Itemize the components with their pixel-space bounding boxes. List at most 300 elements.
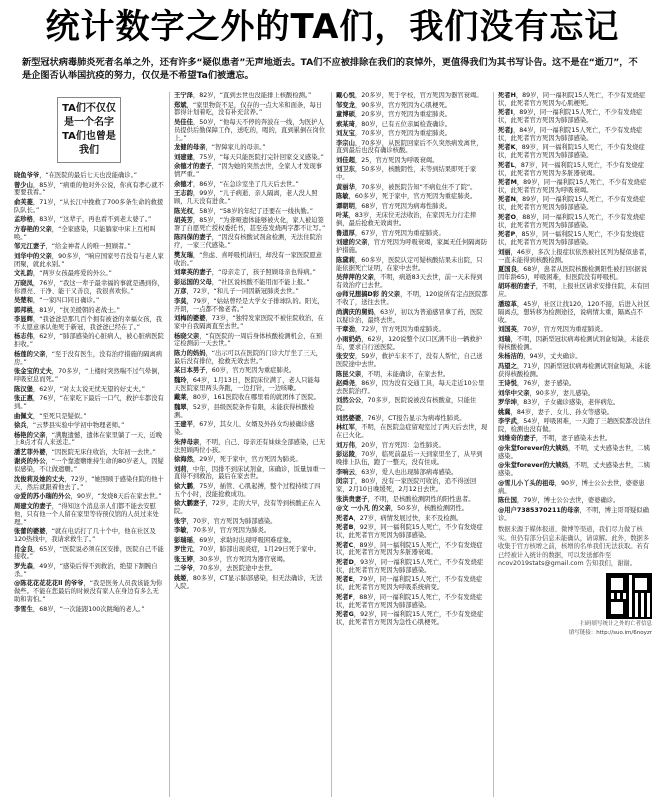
entry-text: ，58岁，“58岁的年纪了还要在一线执勤。” [192,207,314,215]
memorial-entry [336,212,488,228]
entry-text: ，70岁，肺部出现炎症，1月29日死于家中。 [192,546,320,554]
entry-name: 杨晓父亲 [174,332,200,340]
memorial-entry [336,157,488,165]
memorial-entry [336,92,488,100]
intro-box-line: 是一个名字 [63,117,114,128]
entry-name: 闵宗丁 [336,478,355,486]
memorial-entry [336,336,488,352]
qr-code-icon[interactable] [606,573,652,619]
entry-text: ，79岁，博士公公去世，婆婆确诊。 [516,497,620,505]
memorial-entry [498,326,652,334]
memorial-entry [174,518,326,526]
entry-text: ，70岁，官方死因为肺部感染。 [186,517,277,525]
entry-text: ，72岁，官方死因为重症肺炎。 [354,326,445,334]
entry-text: ，“我是医务人员我该能为你做些。不能在您最后的时候没有家人在身边有多么无助和害怕。” [14,580,163,604]
entry-text: ，84岁，同一福利院15人死亡，不少有发烧症状，此死者官方死因为肺部感染。 [498,126,643,142]
memorial-entry [498,109,652,125]
entry-text: ，80岁，已有五位亲属检查确诊。 [354,120,452,128]
memorial-entry [14,297,164,305]
entry-name: 吴萍萍的父亲 [336,274,374,282]
entry-text: ，“得知这个消息亲人们都不能去安慰他，只有他一个人留在家里等待预仪馆的人员过来处理。” [14,502,159,526]
entry-text: ，70岁，官方死因为重症肺炎。 [516,326,607,334]
entry-name: 死者D [336,558,354,566]
memorial-columns [14,92,654,797]
entry-name: 死者P [498,231,516,239]
memorial-entry [174,527,326,535]
entry-name: 赵舜尧 [336,380,355,388]
memorial-entry [498,162,652,178]
entry-text: ，64岁，1月13日，医院床位满了，老人只能每天医院家里两头奔跑，一边打针，一边咳嗽。 [174,376,320,392]
entry-text: ，49岁，“感染后得不到救治，绝望下割腕自杀。” [14,562,158,578]
entry-text: ，“至死只是疑似。” [32,412,87,420]
entry-name: 王志韵 [174,190,193,198]
entry-text: ，29岁，死于家中，官方死因为肺炎。 [192,456,302,463]
entry-name: 死者A [336,514,354,522]
entry-text: ，81岁，“抗美援朝的老战士。” [32,306,120,314]
entry-text: ，不明，在医院急症留观室过了两天后去世，现在已火化。 [336,424,488,440]
entry-text: ，“一个靠遗赡维持生命的80岁老人，因疑似感染，不让做遗赡。” [14,458,164,474]
memorial-entry [498,214,652,230]
entry-text: ，不明，上报社区请求安排住院，未有回应。 [498,283,650,299]
entry-name: 胡环根的妻子 [498,283,536,291]
entry-name: 张玉婷 [174,555,193,563]
entry-text: ，63岁，爱人也出现肺部病毒感染。 [354,468,458,476]
memorial-entry [336,184,488,192]
entry-name: 陈力的妈妈 [174,349,206,357]
memorial-entry [336,442,488,450]
entry-text: ，“云梦县实验中学初中物理老师。” [26,422,125,430]
entry-text: ，89岁，同一福利院15人死亡，不少有发烧症状，此死者官方死因为心肌梗死。 [498,92,646,107]
entry-name: 俞芙菱 [14,198,33,206]
memorial-entry [174,163,326,179]
memorial-entry [498,353,652,361]
entry-name: 刘梅的婆婆 [174,315,206,323]
entry-text: ，69岁，求助时出现呼吸困难症象。 [192,536,296,544]
memorial-entry [498,283,652,299]
memorial-entry [174,217,326,233]
memorial-entry [174,208,326,216]
entry-name: 死者N [498,196,516,204]
entry-name: 张宇 [174,517,187,525]
entry-name: 方春艳的父亲 [14,225,52,233]
entry-name: 曾少山 [14,181,33,189]
memorial-entry [336,424,488,440]
entry-text: ，“至于没有医生，没有治疗措施的隔离病房。” [14,350,163,366]
entry-text: ，20多岁，官方死因为重症肺炎。 [354,111,452,118]
memorial-entry [336,274,488,290]
entry-text: ，76岁，CT报告显示为病毒性肺炎。 [361,414,466,422]
entry-name: 陈汉堡 [14,385,33,393]
entry-text: ，76岁，“我这一辈子最幸福的事就是遇到你，你漂亮、干净、能干又善良，我很喜欢你。” [14,279,164,295]
entry-text: ，“在医院的最后七天也没能确诊。” [39,172,138,179]
memorial-entry [174,92,326,100]
memorial-entry [174,546,326,554]
entry-name: 张金宝的丈夫 [14,368,52,376]
entry-text: ，59岁，救护车来不了，没有人帮忙，自己送医院途中去世。 [336,353,483,369]
entry-text: ，20多岁，死于学校，官方死因为器官衰竭。 [354,92,483,99]
entry-name: 潘艺菲外婆 [14,448,46,456]
entry-name: 邹变龙 [336,101,355,109]
entry-name: 吴楚和 [14,297,33,305]
memorial-entry [498,480,652,496]
memorial-entry [174,483,326,499]
entry-name: 文礼韵 [14,270,33,278]
entry-name: @陈花花花花花ll 的爷爷 [14,580,84,588]
entry-name: 徐海然 [174,456,193,463]
entry-text: ，70多岁，被医院告知“不病危住不了院”。 [354,183,477,191]
entry-name: 死者E [336,576,353,584]
qr-link[interactable]: 填写链接：http://suo.im/6noyzr [568,629,652,636]
memorial-entry [174,279,326,287]
entry-name: 谭朝明 [336,202,355,210]
entry-text: ，60岁，官方死因为重症肺炎。 [205,367,296,375]
entry-name: 潘琼革 [498,300,517,308]
memorial-entry [498,462,652,478]
entry-name: 邹元江妻子 [14,243,46,251]
memorial-entry [14,199,164,215]
entry-name: 死者I [498,109,513,117]
entry-text: ，92岁，同一福利院15人死亡，不少有发烧症状，此死者官方死因为急性心肌梗死。 [336,611,484,627]
entry-text: ，99岁，“儿子病逝、亲人隔离，老人没人照顾，几天没有进食。” [174,190,318,206]
memorial-entry [498,363,652,379]
entry-text: ，89岁，同一福利院15人死亡，不少有发烧症状，此死者官方死因为肺部感染。 [498,109,643,125]
entry-text: ，85岁，“病重的他对外公说，你真有孝心就不要要我看。” [14,181,164,197]
entry-name: 张洪贵妻子 [336,495,368,503]
memorial-entry [498,409,652,417]
entry-text: ，80多岁，CT显示肺部感染，但无法确诊，无法入院。 [174,574,323,590]
entry-name: 小雨奶奶 [336,335,362,343]
memorial-entry [336,309,488,325]
entry-name: 陈昆父亲 [336,370,362,378]
entry-name: 李学武 [498,418,517,425]
entry-text: ，62岁，“肺部感染的心脏病人，被心脏病医院拒收。” [14,333,164,349]
entry-name: 刘章英的妻子 [174,269,212,277]
entry-text: ，不明，未能确诊，在家去世。 [361,370,450,378]
entry-name: 龙健的母亲 [174,144,206,152]
memorial-entry [498,92,652,108]
entry-text: ，“出示可以在医院的门诊大厅坐了三天，最后没有排位，抢救无效去世。” [174,349,323,365]
entry-name: 彭运国的父母 [174,278,212,286]
entry-text: ，68岁，官方死因为病毒性肺炎。 [354,202,452,210]
entry-text: ，45岁，社区让找120，120不接，后进入社区隔离点，想转移为检测途径，说病情太重，隔离点不收。 [498,300,650,324]
memorial-entry [336,111,488,119]
entry-name: 李显辉 [14,316,33,324]
entry-text: ，79岁，“姑姑曾经是大学女子排球队的。阳光，开朗，一点都不像老者。” [174,297,324,313]
entry-text: ，50多岁，核酸阴性，未等到结果即死于家中。 [336,166,477,182]
entry-text: ，67岁，其女儿、女婿及外孙女均被确诊感染。 [174,421,315,437]
memorial-entry [498,179,652,195]
entry-name: 刘莉 [174,465,187,473]
entry-name: 罗先森 [14,562,33,570]
memorial-entry [174,500,326,516]
entry-name: 周建文的妻子 [14,502,52,510]
memorial-entry [14,606,164,614]
entry-name: 刘建的父亲 [336,239,368,247]
entry-name: 死者M [498,179,517,187]
memorial-entry [174,466,326,482]
memorial-entry [14,182,164,198]
entry-text: ，85岁，“为聋哑遗体能够被火化，家人被迫签署了自愿死亡授权委托书，甚至连发烧两字都不让写。” [174,217,326,232]
page-subtitle: 新型冠状病毒肺炎死者名单之外，还有许多“疑似患者”无声地逝去。TA们不应被排除在我们的哀悼外，更值得我们为其书写讣告。这不是在“逝刀”，不是企图否认举国抗疫的努力，仅仅是不希望Ta们被遗忘。 [22,57,638,81]
entry-name: 杨志伟 [14,333,33,341]
memorial-entry [336,326,488,334]
memorial-entry [336,203,488,211]
entry-text: ，不明，丈夫感染去世，二姨感染。 [498,444,650,460]
column-divider [169,92,170,797]
entry-name: 王建平 [174,421,193,429]
memorial-entry [336,193,488,201]
memorial-entry [14,253,164,269]
entry-text: ，不明，120说所有定点医院都不收了，送往去世。 [336,291,488,307]
entry-text: ，89岁，同一福利院15人死亡，不少有发烧症状，此死者官方死因为肺部感染。 [498,144,645,160]
entry-name: 徐大鹏 [174,482,193,490]
entry-text: ，88岁，同一福利院15人死亡，不少有发烧症状，此死者官方死因为肺部感染。 [336,593,483,609]
entry-name: @用户7385370211的母亲 [498,506,580,514]
entry-name: 刘佳超 [336,156,355,164]
entry-name: 郭邦桃 [14,306,33,314]
memorial-entry [498,435,652,443]
entry-text: ，90岁，“发烧8天后在家去世。” [70,493,162,501]
entry-text: ，87岁，同一福利院15人死亡，不少有发烧症状，此死者官方死因为多脏器衰竭。 [498,161,644,177]
entry-text: ，70多岁，官方死因为肺炎。 [186,527,271,535]
memorial-entry [336,594,488,610]
entry-text: ，80岁，161医院收在哪里看的就团体了医院。 [186,394,320,402]
memorial-entry [336,291,488,307]
entry-text: ，76岁，妻子感染。 [516,380,576,387]
entry-text: ，“因为她的突然去世，全家人才发现事情严重。” [174,163,323,179]
entry-text: ，83岁，子女确诊感染，老伴病危。 [516,399,620,406]
entry-text: ，92岁，同一福利院15人死亡，不少有发烧症状，此死者官方死因为肺部感染。 [336,524,483,539]
entry-name: 二爷爷 [174,565,193,573]
entry-name: 姚冀 [498,408,511,416]
entry-text: ，20岁，官方死因：急性肺炎。 [354,441,445,449]
intro-box-line: TA们也曾是 [62,131,116,142]
memorial-entry [336,496,488,504]
memorial-entry [498,249,652,265]
entry-name: 死者H [498,92,516,99]
entry-text: ，86岁，因为没有交通工具，每天走近10公里去医院治疗。 [336,380,485,395]
memorial-entry [498,231,652,247]
memorial-entry [14,432,164,448]
entry-name: 李宗山 [336,139,355,147]
intro-box-line: TA们不仅仅 [62,103,116,114]
qr-caption: 扫码填写统计之外的亡者信息 [580,620,652,627]
memorial-entry [14,476,164,492]
entry-name: 罗世元 [174,546,193,554]
entry-name: 刘建建 [174,153,193,161]
entry-name: 魏翠 [174,403,187,411]
entry-text: ，50岁，“他每天不停的奔波在一线，为医护人员提供后勤保障工作，送吃的，喝的，直到累倒在岗位上。” [174,118,326,142]
memorial-entry [174,333,326,349]
entry-text: ，“焦虑、喜呼吸机请归，却没有一家医院愿意收治。” [174,251,323,267]
memorial-entry [174,144,326,152]
memorial-entry [336,140,488,156]
entry-name: 黄丽华 [336,183,355,191]
entry-text: ，85岁，同一福利院15人死亡，不少有发烧症状，此死者官方死因为肺部感染。 [498,231,645,247]
entry-text: ，62岁，120说整个汉口区满不出一辆救护车，要求自行送医院。 [336,335,482,351]
entry-text: ，不明，丈夫感染去世，二姨感染。 [498,462,650,478]
memorial-column-1 [14,92,164,797]
memorial-entry [174,439,326,455]
memorial-entry [14,493,164,501]
entry-name: 万晓凤 [14,279,33,287]
entry-name: 死者L [498,161,515,169]
intro-box-wrap [14,92,164,172]
memorial-entry [14,216,164,224]
memorial-entry [498,266,652,282]
memorial-entry [498,336,652,352]
memorial-entry [14,580,164,604]
entry-name: 张安安 [336,353,355,361]
memorial-entry [336,102,488,110]
entry-text: ，70多岁，医院说被没有核酸盒，只能住院。 [336,397,477,413]
memorial-entry [14,351,164,367]
entry-name: 戴心悦 [336,92,355,99]
entry-name: 陈四保的妻子 [174,234,212,242]
entry-text: ，89岁，同一福利院15人死亡，不少有发烧症状，此死者官方死因为呼吸衰竭。 [498,179,647,194]
memorial-entry [174,404,326,420]
entry-text: ，官方死因为呼吸衰竭，家属无任何隔离防护措施。 [336,239,488,255]
entry-text: ，88岁，同一福利院15人死亡，不少有发烧症状，此死者官方死因为肺部感染。 [498,213,646,229]
memorial-column-4 [498,92,652,797]
entry-text: ，89岁，同一福利院15人死亡，不少有发烧症状，此死者官方死因为肺部感染。 [498,196,646,212]
memorial-entry [336,576,488,592]
entry-text: ，70多岁，去医院途中去世。 [192,565,277,573]
memorial-entry [336,130,488,138]
entry-name: 某日本男子 [174,367,206,375]
entry-name: 刘国英 [498,326,517,334]
memorial-entry [14,546,164,562]
entry-name: 刘维奇的妻子 [498,435,536,443]
memorial-entry [336,451,488,467]
entry-text: ，不明，妻子感染未去世。 [535,435,612,443]
entry-text: ，“有医院的一周后身体核酸检测机会，在预定检测前一天去世。” [174,332,323,348]
entry-name: 死者J [498,126,513,134]
entry-text: ，75岁，插管、心肌起搏，整个过程持续了四五个小时，没能抢救成功。 [174,482,321,498]
memorial-entry [498,196,652,212]
memorial-entry [336,505,488,513]
entry-text: ，“因没有核酸试剂盒检测，无法住院治疗，一家三代感染。” [174,234,323,250]
entry-text: ，72岁，“她照顾于感染住院的他十天，然后就跟着他去了。” [14,475,164,491]
entry-text: ，94岁，丈夫确诊。 [523,353,582,361]
entry-text: ，80岁，没有一家医院可收治，追不得送回家，2月10日晚缓死，2月12日去世。 [336,478,477,494]
entry-name: 刘友宝 [336,130,355,137]
entry-text: ，不明，是核酸检测阴性的阳性患者。 [367,495,475,503]
entry-name: 徐大鹏妻子 [174,500,206,508]
memorial-entry [498,144,652,160]
entry-name: 死者B [336,524,354,532]
entry-name: 死者O [498,213,516,221]
entry-name: 朱萍母亲 [174,438,200,446]
memorial-entry [336,166,488,182]
memorial-entry [174,537,326,545]
entry-name: 沈俊莉及她的丈夫 [14,475,65,483]
entry-text: ，83岁，“这辈子，再也看不到老太婆了。” [32,216,152,224]
memorial-entry [336,397,488,413]
memorial-entry [14,243,164,251]
memorial-entry [174,119,326,143]
memorial-column-2 [174,92,326,797]
entry-name: 李响云 [336,468,355,476]
entry-text: ，46岁，多次上报症状依然被社区列为疑似患者，一直未能得到核酸检测。 [498,248,651,264]
memorial-list-3 [336,92,488,627]
entry-name: 彭瑞瑶 [174,536,193,544]
entry-text: ，70岁，临死前最后一天到家里坐了，从早到晚排上队伍，跑了一整天，没有住成。 [336,451,483,467]
memorial-entry [174,298,326,314]
entry-text: ，75岁，“每天只能医院打完针回家交叉感染。” [192,153,324,161]
entry-name: 死者F [336,593,353,601]
entry-name: @师兄想搞D彩 的父亲 [336,291,401,299]
memorial-entry [174,234,326,250]
entry-name: 吴佳佳 [174,118,193,126]
entry-name: 冯望之 [498,362,517,370]
entry-text: ，84岁，妻子、女儿、孙女等感染。 [510,408,614,416]
entry-name: 刘卫东 [336,166,355,174]
memorial-list-1 [14,172,164,614]
entry-name: 李敏 [174,527,187,535]
memorial-entry [14,386,164,394]
memorial-entry [498,445,652,461]
entry-text: ，73岁，“独特发家医院不被住院收治，在家中自我隔离直至去世。” [174,315,324,331]
entry-text: ，86岁，“在急诊室坐了几天后去世。” [192,180,299,188]
entry-name: @朱堂forever的大姨妈 [498,444,569,452]
memorial-entry [336,353,488,369]
entry-text: ，不明，自己、母亲还有妹妹全部感染，已无法照顾两位小孩。 [174,438,326,454]
memorial-entry [336,542,488,558]
entry-name: 肖金良 [14,545,33,553]
entry-name: @朱堂forever的大姨妈 [498,462,569,470]
entry-name: 戴莱 [174,394,187,402]
entry-name: 叶某 [336,212,349,220]
memorial-entry [174,252,326,268]
memorial-entry [336,380,488,396]
entry-text: ，67岁，官方死因为重症肺炎。 [354,229,445,237]
memorial-entry [14,458,164,474]
entry-text: ，不明，病逝83天去世，前一天未得到有效治疗已去世。 [336,274,483,289]
entry-name: 李莫 [174,297,187,305]
entry-text: ，60多岁，医院认定可疑核酸结果未出院，只能依据死亡证明，在家中去世。 [336,256,483,272]
memorial-entry [336,611,488,627]
entry-text: ，70多岁，从医院回家后不久突然病发离世，直到最后也没有确诊核酸。 [336,139,483,155]
memorial-entry [174,456,326,464]
entry-text: ，83岁，无床位无法收治，在家因无力行走摔倒，最后抢救无效离世。 [336,212,477,228]
memorial-entry [14,172,164,180]
entry-name: 杨莲的父亲 [14,350,46,358]
memorial-entry [14,368,164,384]
entry-name: 郑斌 [174,101,187,109]
memorial-entry [14,563,164,579]
memorial-entry [174,394,326,402]
entry-text: ，“家里物资不足，仅存的一点大米和面条，每日都得计划着吃，没有补充营养。” [174,101,323,117]
memorial-entry [336,257,488,273]
entry-text: ，68岁，“一次能跟100次跳绳的老人。” [32,605,145,613]
entry-name: 张蕾的婆婆 [14,528,46,536]
memorial-column-3 [336,92,488,797]
entry-text: ，79岁，同一福利院15人死亡，不少有发烧症状，此死者官方死因为呼吸系统病变。 [336,576,483,592]
entry-name: 王诗悦 [498,380,517,387]
entry-text: ，25，官方死因为呼吸衰竭。 [354,156,439,164]
entry-name: 彭运陵 [336,451,355,459]
entry-name: 刘丽 [498,248,511,256]
entry-text: ，“我爸爸是那几百个拥有被爸的幸福女孩，我不太愿意承认他死于新冠，我爸爸已经在了。” [14,316,163,331]
entry-name: 刘华中父亲 [498,389,530,397]
entry-name: 尚满庆的舅妈 [336,308,374,316]
entry-text: ，76岁，“在家吃下最后一口气，救护车都没有到。” [14,395,164,411]
entry-text: ，90多岁，妻儿感染。 [529,389,595,397]
entry-text: ，“社区说核酸不能用而不能上报。” [211,278,310,286]
entry-text: ，72岁，“和儿子一同因新冠肺炎去世。” [186,288,299,296]
entry-name: 徐兵 [14,422,27,430]
